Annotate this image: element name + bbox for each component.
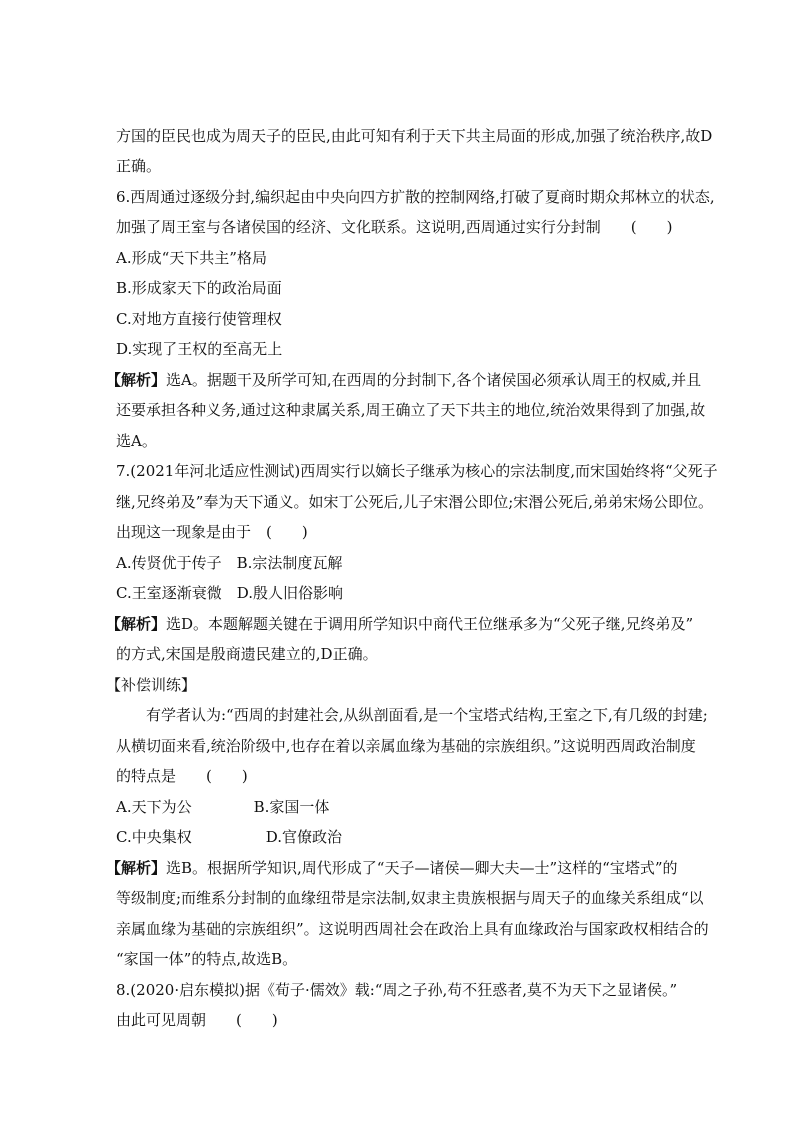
question-6-option-b: B.形成家天下的政治局面 bbox=[116, 279, 282, 297]
compensation-answer: 【解析】选B。根据所学知识,周代形成了“天子—诸侯—卿大夫—士”这样的“宝塔式”的 bbox=[106, 859, 678, 877]
question-7-answer: 【解析】选D。本题解题关键在于调用所学知识中商代王位继承多为“父死子继,兄终弟及” bbox=[106, 615, 694, 633]
answer-tag: 【解析】 bbox=[106, 371, 167, 389]
question-8-stem: 8.(2020·启东模拟)据《荀子·儒效》载:“周之子孙,苟不狂惑者,莫不为天下之显诸侯。” bbox=[116, 981, 678, 999]
compensation-options-ab bbox=[116, 797, 329, 817]
question-6-option-a: A.形成“天下共主”格局 bbox=[116, 249, 267, 267]
question-7-answer: 的方式,宋国是殷商遗民建立的,D正确。 bbox=[116, 645, 378, 663]
question-7-stem: 继,兄终弟及”奉为天下通义。如宋丁公死后,儿子宋湣公即位;宋湣公死后,弟弟宋炀公即位。 bbox=[116, 493, 714, 511]
question-7-stem: 出现这一现象是由于 ( ) bbox=[116, 523, 308, 541]
question-7-stem: 7.(2021年河北适应性测试)西周实行以嫡长子继承为核心的宗法制度,而宋国始终将“父死子 bbox=[116, 462, 718, 480]
answer-tag: 【解析】 bbox=[106, 859, 167, 877]
text-line: 方国的臣民也成为周天子的臣民,由此可知有利于天下共主局面的形成,加强了统治秩序,故D bbox=[116, 127, 713, 145]
question-6-answer: 【解析】选A。据题干及所学可知,在西周的分封制下,各个诸侯国必须承认周王的权威,并且 bbox=[106, 371, 702, 389]
question-6-stem: 加强了周王室与各诸侯国的经济、文化联系。这说明,西周通过实行分封制 ( ) bbox=[116, 218, 673, 236]
question-6-answer: 选A。 bbox=[116, 432, 157, 450]
question-6-stem: 6.西周通过逐级分封,编织起由中央向四方扩散的控制网络,打破了夏商时期众邦林立的状态, bbox=[116, 188, 715, 206]
compensation-option-a: A.天下为公 bbox=[116, 798, 192, 816]
compensation-training-title: 【补偿训练】 bbox=[106, 676, 197, 694]
question-6-answer: 还要承担各种义务,通过这种隶属关系,周王确立了天下共主的地位,统治效果得到了加强,故 bbox=[116, 401, 706, 419]
question-7-options-ab: A.传贤优于传子 B.宗法制度瓦解 bbox=[116, 554, 343, 572]
compensation-answer: 等级制度;而维系分封制的血缘纽带是宗法制,奴隶主贵族根据与周天子的血缘关系组成“以 bbox=[116, 889, 704, 907]
question-6-option-d: D.实现了王权的至高无上 bbox=[116, 340, 283, 358]
question-6-option-c: C.对地方直接行使管理权 bbox=[116, 310, 282, 328]
compensation-options-cd bbox=[116, 827, 342, 847]
answer-tag: 【解析】 bbox=[106, 615, 167, 633]
question-7-options-cd: C.王室逐渐衰微 D.殷人旧俗影响 bbox=[116, 584, 343, 602]
compensation-option-b: B.家国一体 bbox=[253, 798, 330, 816]
compensation-option-d: D.官僚政治 bbox=[265, 828, 342, 846]
compensation-stem: 从横切面来看,统治阶级中,也存在着以亲属血缘为基础的宗族组织。”这说明西周政治制度 bbox=[116, 737, 696, 755]
question-8-stem: 由此可见周朝 ( ) bbox=[116, 1011, 278, 1029]
compensation-stem: 有学者认为:“西周的封建社会,从纵剖面看,是一个宝塔式结构,王室之下,有几级的封建; bbox=[146, 706, 708, 724]
compensation-answer: “家国一体”的特点,故选B。 bbox=[116, 950, 298, 968]
compensation-stem: 的特点是 ( ) bbox=[116, 767, 248, 785]
text-line: 正确。 bbox=[116, 157, 162, 175]
compensation-answer: 亲属血缘为基础的宗族组织”。这说明西周社会在政治上具有血缘政治与国家政权相结合的 bbox=[116, 920, 709, 938]
compensation-option-c: C.中央集权 bbox=[116, 828, 192, 846]
